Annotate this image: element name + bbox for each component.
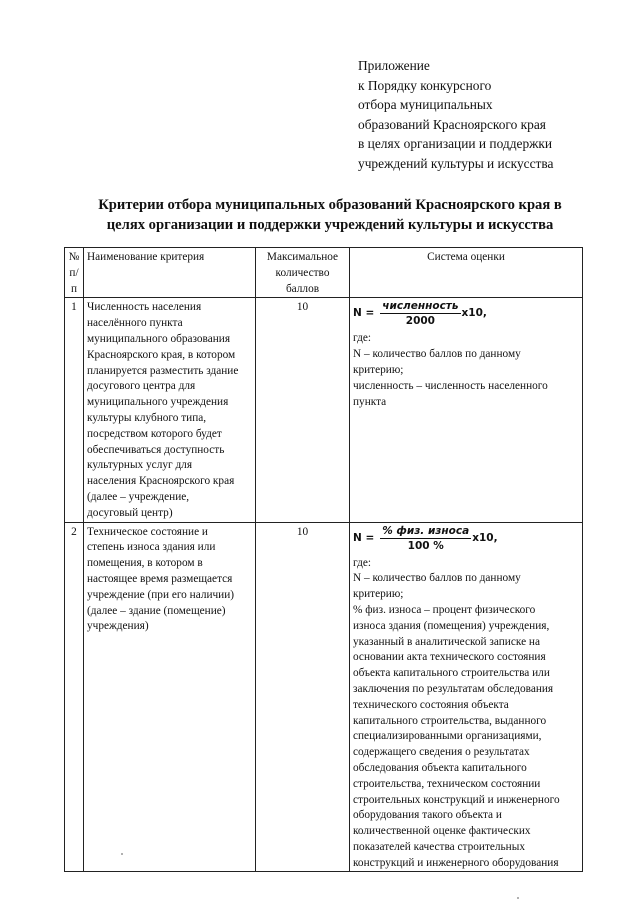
max-score: 10 xyxy=(256,298,350,522)
criterion-line: муниципального образования xyxy=(87,332,231,345)
system-line: критерию; xyxy=(353,588,404,601)
formula-denominator: 100 % xyxy=(407,539,444,552)
system-line: критерию; xyxy=(353,363,404,376)
criterion-line: степень износа здания или xyxy=(87,541,216,554)
row-number: 2 xyxy=(65,522,84,872)
formula-rhs: x10, xyxy=(461,307,487,320)
header-text: баллов xyxy=(285,282,320,295)
criteria-table xyxy=(64,247,583,872)
criterion-name xyxy=(84,298,256,522)
system-line: где: xyxy=(353,332,371,345)
row-number: 1 xyxy=(65,298,84,522)
title-line: Критерии отбора муниципальных образований Красноярского края в xyxy=(98,197,562,213)
header-text: № xyxy=(68,251,80,263)
header-text: п xyxy=(70,282,78,295)
system-line: N – количество баллов по данному xyxy=(353,572,521,585)
scan-speck xyxy=(517,897,519,899)
table-row xyxy=(65,298,583,522)
system-line: технического состояния объекта xyxy=(353,698,509,711)
formula-numerator: численность xyxy=(382,300,459,313)
system-line: оборудования такого объекта и xyxy=(353,809,502,822)
criterion-line: помещения, в котором в xyxy=(87,557,203,570)
header-text: Система оценки xyxy=(427,251,505,263)
criterion-line: населения Красноярского края xyxy=(87,475,235,488)
system-line: заключения по результатам обследования xyxy=(353,682,554,695)
appendix-line: образований Красноярского края xyxy=(358,116,546,132)
formula xyxy=(353,300,579,328)
criterion-line: Красноярского края, в котором xyxy=(87,348,236,361)
criterion-line: (далее – здание (помещение) xyxy=(87,604,226,617)
system-line: конструкций и инженерного оборудования xyxy=(353,856,559,869)
formula-fraction xyxy=(380,300,460,328)
criterion-line: настоящее время размещается xyxy=(87,572,233,585)
header-text: количество xyxy=(275,266,330,279)
header-text: Наименование критерия xyxy=(87,251,205,263)
criterion-line: культурных услуг для xyxy=(87,459,193,472)
system-line: где: xyxy=(353,556,371,569)
header-text: п/ xyxy=(69,266,79,279)
criterion-line: учреждения) xyxy=(87,620,149,633)
system-line: износа здания (помещения) учреждения, xyxy=(353,619,550,632)
formula xyxy=(353,525,579,553)
title-line: целях организации и поддержки учреждений культуры и искусства xyxy=(106,217,554,233)
system-line: численность – численность населенного xyxy=(353,379,548,392)
header-number xyxy=(65,248,84,298)
formula-lhs: N = xyxy=(353,307,375,320)
system-line: пункта xyxy=(353,395,387,408)
system-line: N – количество баллов по данному xyxy=(353,348,521,361)
system-line: показателей качества строительных xyxy=(353,840,525,853)
system-line: обследования объекта капитального xyxy=(353,761,527,774)
system-line: капитального строительства, выданного xyxy=(353,714,547,727)
table-header-row xyxy=(65,248,583,298)
criterion-line: культуры клубного типа, xyxy=(87,411,207,424)
criterion-line: (далее – учреждение, xyxy=(87,490,190,503)
formula-numerator: % физ. износа xyxy=(382,524,470,537)
appendix-line: в целях организации и поддержки xyxy=(358,136,553,151)
criterion-name xyxy=(84,522,256,872)
appendix-heading xyxy=(358,56,554,173)
scoring-system xyxy=(350,522,583,872)
system-line: объекта капитального строительства или xyxy=(353,667,550,680)
header-text: Максимальное xyxy=(266,251,339,263)
appendix-line: к Порядку конкурсного xyxy=(358,77,492,93)
header-scoring-system xyxy=(350,248,583,298)
system-line: % физ. износа – процент физического xyxy=(353,603,536,616)
system-line: указанный в аналитической записке на xyxy=(353,635,540,648)
criterion-line: планируется разместить здание xyxy=(87,364,239,377)
system-line: строительства, техническом состоянии xyxy=(353,777,541,790)
criterion-line: учреждение (при его наличии) xyxy=(87,588,235,601)
system-line: содержащего сведения о результатах xyxy=(353,746,530,759)
criterion-line: посредством которого будет xyxy=(87,427,222,440)
system-line: строительных конструкций и инженерного xyxy=(353,793,560,806)
criterion-line: Техническое состояние и xyxy=(87,525,208,538)
criterion-line: досуговый центр) xyxy=(87,506,173,519)
max-score: 10 xyxy=(256,522,350,872)
formula-fraction xyxy=(380,525,471,553)
appendix-line: Приложение xyxy=(358,58,430,73)
header-criterion-name xyxy=(84,248,256,298)
appendix-line: отбора муниципальных xyxy=(358,97,493,112)
system-line: количественной оценке фактических xyxy=(353,825,531,838)
formula-denominator: 2000 xyxy=(405,315,435,328)
system-line: специализированными организациями, xyxy=(353,730,542,743)
document-title xyxy=(60,195,600,235)
scoring-system xyxy=(350,298,583,522)
criterion-line: Численность населения xyxy=(87,301,202,314)
criterion-line: обеспечиваться доступность xyxy=(87,443,225,456)
system-line: основании акта технического состояния xyxy=(353,651,546,664)
scan-speck xyxy=(121,853,123,855)
appendix-line: учреждений культуры и искусства xyxy=(358,155,554,171)
formula-rhs: x10, xyxy=(472,531,498,544)
header-max-score xyxy=(256,248,350,298)
formula-lhs: N = xyxy=(353,531,375,544)
criterion-line: досугового центра для xyxy=(87,380,196,393)
criterion-line: муниципального учреждения xyxy=(87,396,229,409)
table-row xyxy=(65,522,583,872)
criterion-line: населённого пункта xyxy=(87,317,183,330)
